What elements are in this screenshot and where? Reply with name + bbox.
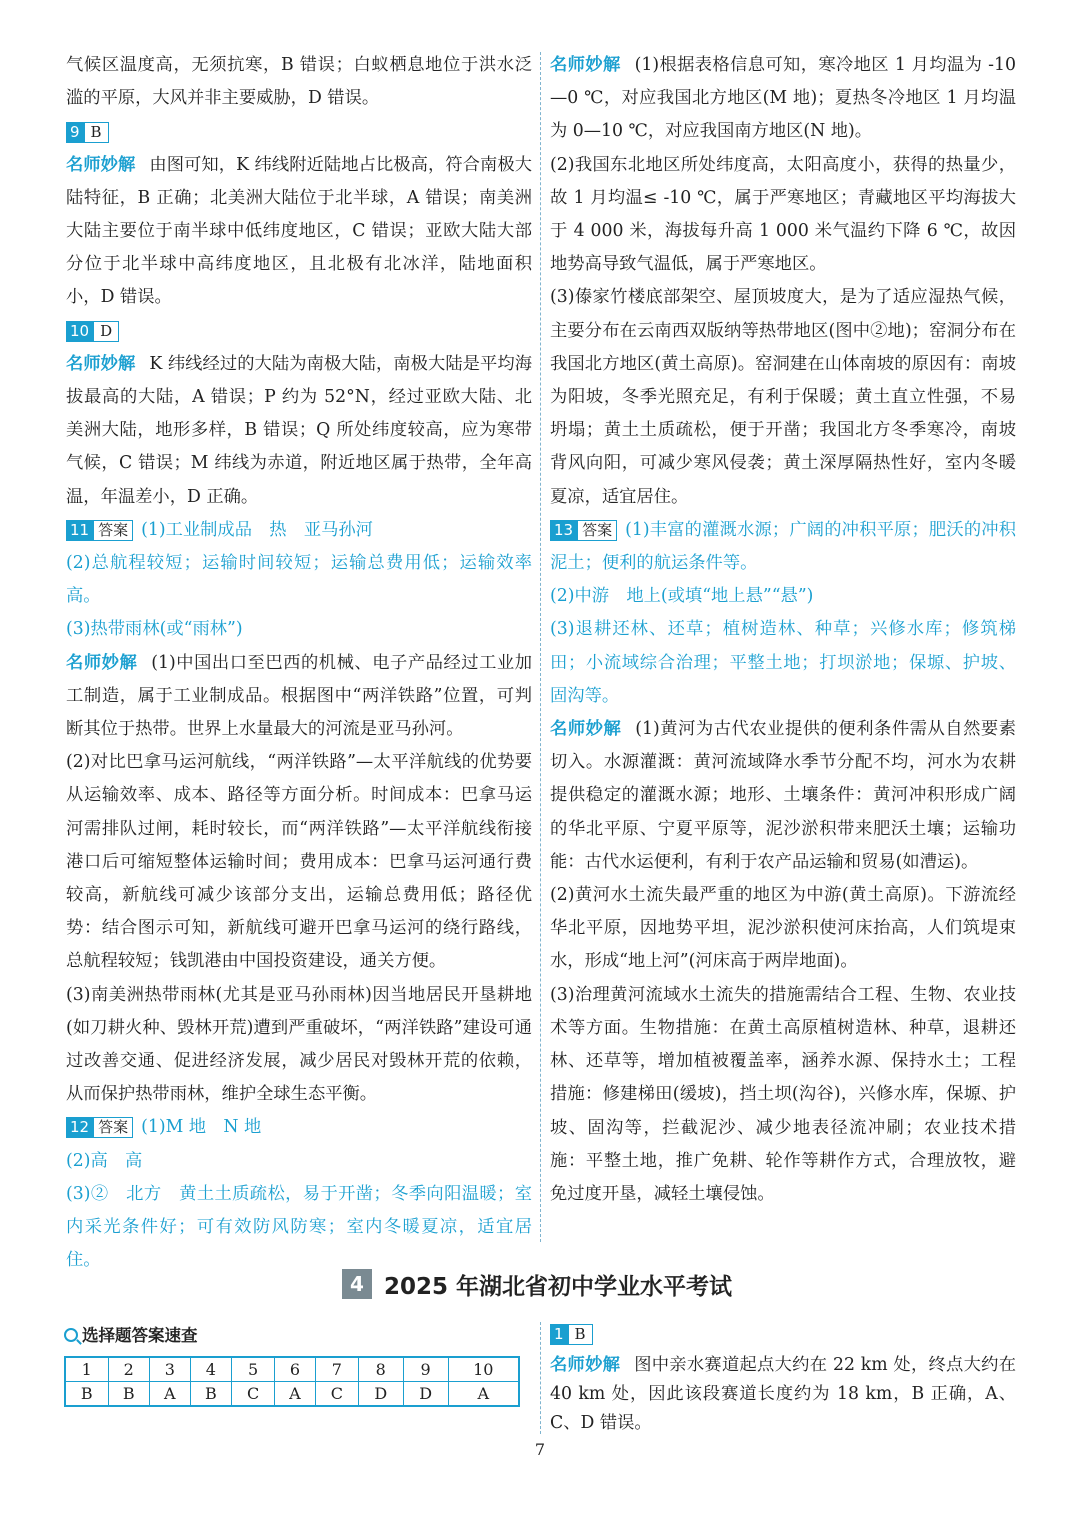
answer-line: (3)② 北方 黄土土质疏松，易于开凿；冬季向阳温暖；室内采光条件好；可有效防风防寒；室内冬暖夏凉，适宜居住。: [66, 1183, 532, 1271]
explanation: (2)黄河水土流失最严重的地区为中游(黄土高原)。下游流经华北平原，因地势平坦，泥沙淤积使河床抬高，人们筑堤束水，形成“地上河”(河床高于两岸地面)。: [550, 885, 1016, 972]
question-1-header: [550, 1318, 1016, 1351]
answer-line: (2)高 高: [66, 1150, 143, 1171]
explanation-label: 名师妙解: [66, 154, 136, 175]
table-cell: B: [65, 1382, 108, 1407]
question-10-header: [66, 315, 532, 348]
explanation: 名师妙解 图中亲水赛道起点大约在 22 km 处，终点大约在 40 km 处，因此该段赛道长度约为 18 km，B 正确，A、C、D 错误。: [550, 1355, 1016, 1434]
explanation: 名师妙解 K 纬线经过的大陆为南极大陆，南极大陆是平均海拔最高的大陆，A 错误；P 约为 52°N，经过亚欧大陆、北美洲大陆，地形多样，B 错误；Q 所处纬度较高，应为寒带气候，C 错误；M 纬线为赤道，附近地区属于热带，全年高温，年温差小，D 正确。: [66, 353, 532, 507]
table-cell: 10: [448, 1357, 519, 1382]
table-cell: D: [403, 1382, 448, 1407]
table-cell: A: [275, 1382, 316, 1407]
explanation: 名师妙解 (1)黄河为古代农业提供的便利条件需从自然要素切入。水源灌溉：黄河流域降水季节分配不均，河水为农耕提供稳定的灌溉水源；地形、土壤条件：黄河冲积形成广阔的华北平原、宁夏平原等，泥沙淤积带来肥沃土壤；运输功能：古代水运便利，有利于农产品运输和贸易(如漕运)。: [550, 719, 1016, 872]
search-icon: [64, 1328, 78, 1342]
column-divider: [540, 1322, 541, 1434]
table-cell: 2: [108, 1357, 149, 1382]
answer-block: 13 答案 (1)丰富的灌溉水源；广阔的冲积平原；肥沃的冲积泥土；便利的航运条件等。: [550, 519, 1016, 574]
answer-letter: B: [84, 122, 109, 143]
quick-answer-title: 选择题答案速查: [64, 1322, 198, 1346]
table-cell: 5: [232, 1357, 275, 1382]
explanation: (3)南美洲热带雨林(尤其是亚马孙雨林)因当地居民开垦耕地(如刀耕火种、毁林开荒)遭到严重破坏，“两洋铁路”建设可通过改善交通、促进经济发展，减少居民对毁林开荒的依赖，从而保护热带雨林，维护全球生态平衡。: [66, 984, 532, 1105]
explanation: (2)对比巴拿马运河航线，“两洋铁路”—太平洋航线的优势要从运输效率、成本、路径等方面分析。时间成本：巴拿马运河需排队过闸，耗时较长，而“两洋铁路”—太平洋航线衔接港口后可缩短整体运输时间；费用成本：巴拿马运河通行费较高，新航线可减少该部分支出，运输总费用低；路径优势：结合图示可知，新航线可避开巴拿马运河的绕行路线，总航程较短；钱凯港由中国投资建设，通关方便。: [66, 752, 532, 972]
table-cell: D: [358, 1382, 403, 1407]
table-cell: C: [315, 1382, 358, 1407]
table-cell: A: [448, 1382, 519, 1407]
answer-letter: D: [93, 321, 119, 342]
question-number: 10: [66, 321, 93, 342]
explanation: (3)治理黄河流域水土流失的措施需结合工程、生物、农业技术等方面。生物措施：在黄土高原植树造林、种草，退耕还林、还草等，增加植被覆盖率，涵养水源、保持水土；工程措施：修建梯田(缓坡)，挡土坝(沟谷)，兴修水库，保塬、护坡、固沟等，拦截泥沙、减少地表径流冲刷；农业技术措施：平整土地，推广免耕、轮作等耕作方式，合理放牧，避免过度开垦，减轻土壤侵蚀。: [550, 984, 1016, 1204]
question-number: 11: [66, 520, 93, 541]
answer-block: 11 答案 (1)工业制成品 热 亚马孙河: [66, 514, 532, 547]
explanation-label: 名师妙解: [66, 353, 136, 374]
table-cell: B: [190, 1382, 231, 1407]
explanation: (3)傣家竹楼底部架空、屋顶坡度大，是为了适应湿热气候，主要分布在云南西双版纳等热带地区(图中②地)；窑洞分布在我国北方地区(黄土高原)。窑洞建在山体南坡的原因有：南坡为阳坡，冬季光照充足，有利于保暖；黄土直立性强，不易坍塌；黄土土质疏松，便于开凿；我国北方冬季寒冷，南坡背风向阳，可减少寒风侵袭；黄土深厚隔热性好，室内冬暖夏凉，适宜居住。: [550, 287, 1016, 507]
explanation: 名师妙解 (1)根据表格信息可知，寒冷地区 1 月均温为 -10—0 ℃，对应我国北方地区(M 地)；夏热冬冷地区 1 月均温为 0—10 ℃，对应我国南方地区(N 地)。: [550, 55, 1016, 142]
answer-line: (3)退耕还林、还草；植树造林、种草；兴修水库；修筑梯田；小流域综合治理；平整土地；打坝淤地；保塬、护坡、固沟等。: [550, 619, 1016, 706]
paragraph: 气候区温度高，无须抗寒，B 错误；白蚁栖息地位于洪水泛滥的平原，大风并非主要威胁，D 错误。: [66, 55, 532, 109]
answer-label: 答案: [577, 520, 617, 541]
answer-line: (2)总航程较短；运输时间较短；运输总费用低；运输效率高。: [66, 553, 532, 607]
table-row: [65, 1382, 519, 1407]
explanation-label: 名师妙解: [550, 1355, 621, 1376]
table-cell: 1: [65, 1357, 108, 1382]
answer-line: (3)热带雨林(或“雨林”): [66, 619, 243, 640]
page-number: 7: [534, 1440, 546, 1459]
answer-line: (2)中游 地上(或填“地上悬”“悬”): [550, 586, 814, 607]
table-row: [65, 1357, 519, 1382]
table-cell: 8: [358, 1357, 403, 1382]
section-title-text: 2025 年湖北省初中学业水平考试: [384, 1273, 733, 1300]
table-cell: 6: [275, 1357, 316, 1382]
explanation: (2)我国东北地区所处纬度高，太阳高度小，获得的热量少，故 1 月均温≤ -10 ℃，属于严寒地区；青藏地区平均海拔大于 4 000 米，海拔每升高 1 000 米气温约下降 6 ℃，故因地势高导致气温低，属于严寒地区。: [550, 154, 1016, 275]
section-title: [342, 1264, 732, 1304]
section-number: 4: [342, 1269, 372, 1299]
question-number: 13: [550, 520, 577, 541]
column-divider: [540, 52, 541, 1242]
left-column: [66, 49, 532, 1277]
answer-label: 答案: [93, 520, 133, 541]
table-cell: 9: [403, 1357, 448, 1382]
question-1-block: [550, 1318, 1016, 1438]
table-cell: 3: [149, 1357, 190, 1382]
explanation: 名师妙解 (1)中国出口至巴西的机械、电子产品经过工业加工制造，属于工业制成品。根据图中“两洋铁路”位置，可判断其位于热带。世界上水量最大的河流是亚马孙河。: [66, 652, 532, 740]
answer-letter: B: [568, 1324, 593, 1345]
table-cell: B: [108, 1382, 149, 1407]
answer-label: 答案: [93, 1117, 133, 1138]
question-number: 12: [66, 1117, 93, 1138]
question-number: 1: [550, 1324, 568, 1345]
right-column: [550, 49, 1016, 1211]
answer-block: 12 答案 (1)M 地 N 地: [66, 1111, 532, 1144]
table-cell: A: [149, 1382, 190, 1407]
table-cell: 7: [315, 1357, 358, 1382]
explanation-label: 名师妙解: [550, 55, 621, 75]
table-cell: C: [232, 1382, 275, 1407]
question-number: 9: [66, 122, 84, 143]
explanation: 名师妙解 由图可知，K 纬线附近陆地占比极高，符合南极大陆特征，B 正确；北美洲大陆位于北半球，A 错误；南美洲大陆主要位于南半球中低纬度地区，C 错误；亚欧大陆大部分位于北半球中高纬度地区，且北极有北冰洋，陆地面积小，D 错误。: [66, 154, 532, 308]
answer-key-table: [64, 1356, 520, 1407]
question-9-header: [66, 115, 532, 148]
explanation-label: 名师妙解: [550, 719, 622, 740]
table-cell: 4: [190, 1357, 231, 1382]
explanation-label: 名师妙解: [66, 652, 138, 673]
